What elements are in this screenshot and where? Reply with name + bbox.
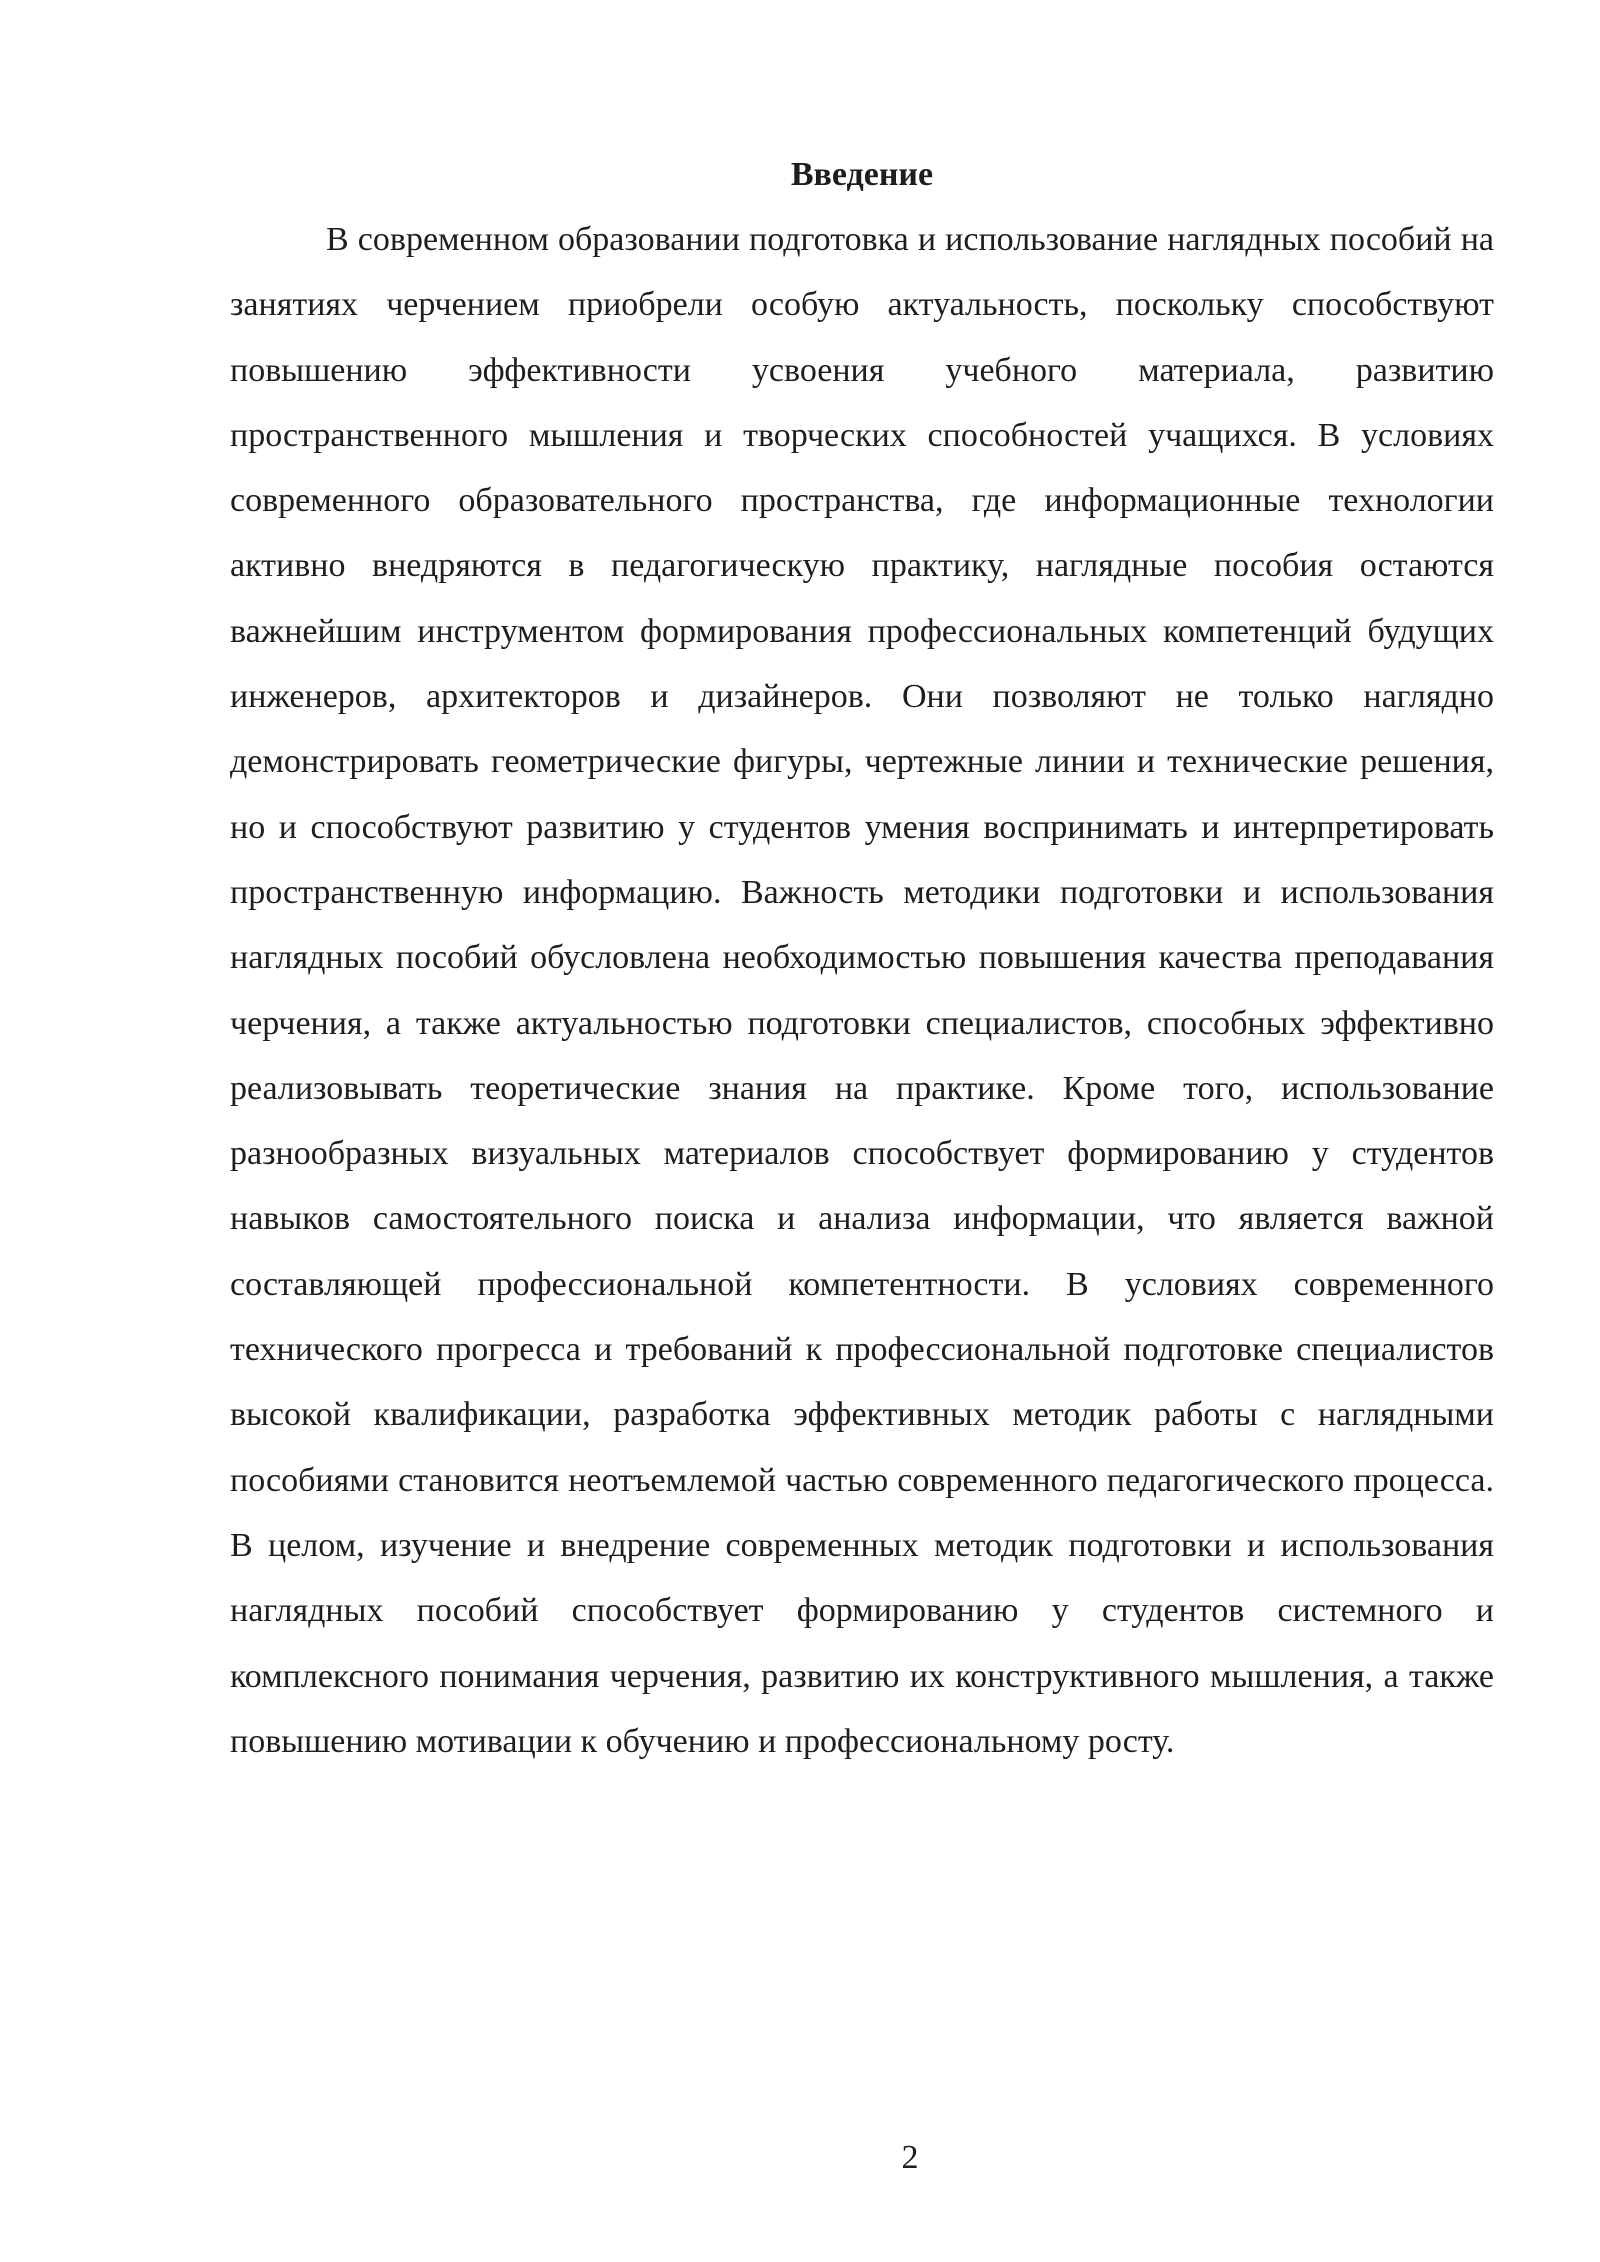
page-number: 2	[901, 2139, 919, 2176]
body-paragraph: В современном образовании подготовка и использование наглядных пособий на занятиях черчением приобрели особую актуальность, поскольку способствуют повышению эффективности усвоения учебного материала, развитию пространственного мышления и творческих способностей учащихся. В условиях современного образовательного пространства, где информационные технологии активно внедряются в педагогическую практику, наглядные пособия остаются важнейшим инструментом формирования профессиональных компетенций будущих инженеров, архитекторов и дизайнеров. Они позволяют не только наглядно демонстрировать геометрические фигуры, чертежные линии и технические решения, но и способствуют развитию у студентов умения воспринимать и интерпретировать пространственную информацию. Важность методики подготовки и использования наглядных пособий обусловлена необходимостью повышения качества преподавания черчения, а также актуальностью подготовки специалистов, способных эффективно реализовывать теоретические знания на практике. Кроме того, использование разнообразных визуальных материалов способствует формированию у студентов навыков самостоятельного поиска и анализа информации, что является важной составляющей профессиональной компетентности. В условиях современного технического прогресса и требований к профессиональной подготовке специалистов высокой квалификации, разработка эффективных методик работы с наглядными пособиями становится неотъемлемой частью современного педагогического процесса. В целом, изучение и внедрение современных методик подготовки и использования наглядных пособий способствует формированию у студентов системного и комплексного понимания черчения, развитию их конструктивного мышления, а также повышению мотивации к обучению и профессиональному росту.	[230, 221, 1494, 1760]
section-heading: Введение	[790, 156, 934, 193]
